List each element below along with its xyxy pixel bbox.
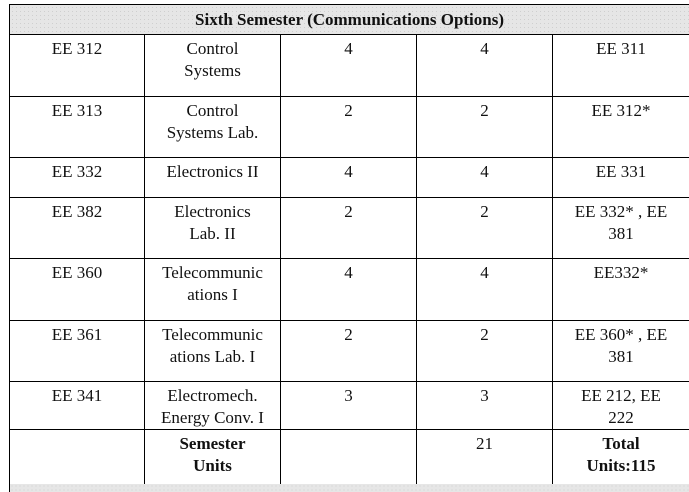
course-hours: 2 <box>417 198 553 259</box>
course-prerequisite: EE 312* <box>553 97 689 158</box>
table-row <box>10 97 689 158</box>
total-units: Total Units:115 <box>553 430 689 491</box>
course-code: EE 361 <box>10 321 145 382</box>
table-row <box>10 198 689 259</box>
course-hours: 2 <box>417 321 553 382</box>
course-code: EE 382 <box>10 198 145 259</box>
course-name: Electronics II <box>145 158 281 198</box>
course-hours: 2 <box>417 97 553 158</box>
next-section-header-edge <box>9 484 689 492</box>
course-prerequisite: EE 360* , EE 381 <box>553 321 689 382</box>
course-name: Electronics Lab. II <box>145 198 281 259</box>
table-row <box>10 158 689 198</box>
course-code: EE 341 <box>10 382 145 430</box>
course-name: Electromech. Energy Conv. I <box>145 382 281 430</box>
course-prerequisite: EE 311 <box>553 35 689 97</box>
table-row <box>10 382 689 430</box>
footer-empty-cell <box>10 430 145 491</box>
course-name: Control Systems Lab. <box>145 97 281 158</box>
table-title-row <box>10 5 689 35</box>
semester-title: Sixth Semester (Communications Options) <box>10 5 689 35</box>
course-prerequisite: EE 331 <box>553 158 689 198</box>
semester-units-value: 21 <box>417 430 553 491</box>
semester-units-label: Semester Units <box>145 430 281 491</box>
course-prerequisite: EE 212, EE 222 <box>553 382 689 430</box>
course-hours: 4 <box>417 158 553 198</box>
course-prerequisite: EE 332* , EE 381 <box>553 198 689 259</box>
table-row <box>10 35 689 97</box>
course-credits: 2 <box>281 321 417 382</box>
course-credits: 3 <box>281 382 417 430</box>
course-code: EE 332 <box>10 158 145 198</box>
course-name: Telecommunic ations Lab. I <box>145 321 281 382</box>
course-name: Telecommunic ations I <box>145 259 281 321</box>
course-credits: 4 <box>281 259 417 321</box>
table-footer-row <box>10 430 689 491</box>
course-hours: 3 <box>417 382 553 430</box>
course-code: EE 312 <box>10 35 145 97</box>
table-row <box>10 321 689 382</box>
semester-course-table <box>9 4 689 491</box>
course-code: EE 313 <box>10 97 145 158</box>
course-prerequisite: EE332* <box>553 259 689 321</box>
course-code: EE 360 <box>10 259 145 321</box>
footer-empty-cell <box>281 430 417 491</box>
course-credits: 4 <box>281 35 417 97</box>
course-credits: 2 <box>281 97 417 158</box>
table-row <box>10 259 689 321</box>
course-name: Control Systems <box>145 35 281 97</box>
course-hours: 4 <box>417 259 553 321</box>
course-credits: 2 <box>281 198 417 259</box>
curriculum-table-container <box>9 4 689 491</box>
course-credits: 4 <box>281 158 417 198</box>
course-hours: 4 <box>417 35 553 97</box>
